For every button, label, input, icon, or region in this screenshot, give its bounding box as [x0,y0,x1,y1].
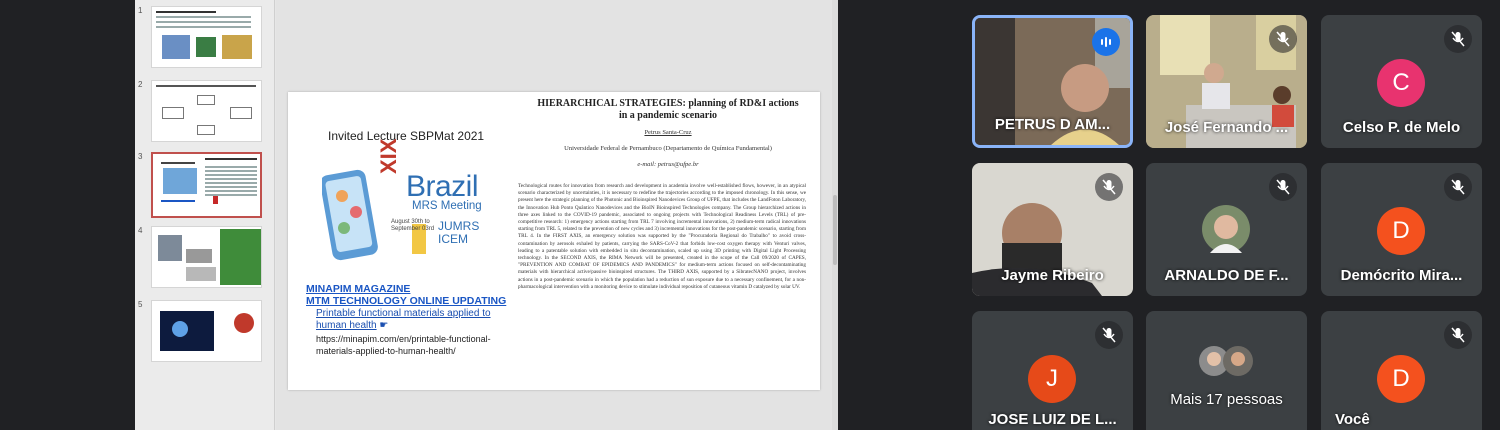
lecture-title: Invited Lecture SBPMat 2021 [328,129,485,143]
avatar: C [1377,59,1425,107]
pointing-hand-icon: ☛ [379,320,389,331]
participant-tile-jayme[interactable] [972,163,1133,296]
participant-name: ARNALDO DE F... [1164,267,1289,284]
mic-muted-icon [1444,173,1472,201]
mic-muted-icon [1095,321,1123,349]
technology-update-link[interactable]: MTM TECHNOLOGY ONLINE UPDATING [306,295,507,307]
participant-name: José Fernando ... [1164,119,1289,136]
participant-name: Você [1335,411,1370,428]
paper-abstract: Technological routes for innovation from research and development in academia involve well-established flows, however, in an atypical scenario characterized by uncertainties, it is necessary to redefine the trajectories according to the imposed chronology. In this sense, we present here the strategic planning of the Photonic and Bioinspired Nanodevices Group of UFPE, that includes the LandFoton Laboratory, the Innovation Hub Ponto Quântico Nanodevices and the BioIN Bioinspired Technologies company. The Group hierarchized actions in three axes linked to the COVID-19 pandemic, associated to ongoing projects with Technological Readiness Levels (TRL) of pre-competitive research: 1) emergency actions starting from TRL 7 involving incremental innovations, 2) medium-term radical innovations starting from TRL 5, related to the prevention of new cycles and 3) incremental innovations for the post-pandemic scenario, starting from TRL 4. In the FIRST AXIS, an emergency solution was supported by the "Procuradoria Regional do Trabalho" to avoid cross-contamination by aerosols exhaled by patients, carrying the SARS-CoV-2 that forbids low-cost oxygen therapy with Venturi valves, leading to a patentable solution with embedded in situ decontamination, scaled up using 3D printing with Digital Light Processing technology. In the SECOND AXIS, the RIMA Network will be presented, created in the scope of the Call 09/2020 of CAPES, "PREVENTION AND COMBAT OF EPIDEMICS AND PANDEMICS" for medium-term actions focused on self-decontaminating materials with hierarchical active/passive bioinspired structures. The THIRD AXIS, supported by a SibratecNANO project, involves actions in a post-pandemic scenario in which the population had a reduction of sun exposure due to a necessary confinement, for a non-pharmacological intervention with a monitoring device to stimulate individual reposition of cutaneous vitamin D catalyzed by solar UV. [518,183,806,290]
paper-affiliation: Universidade Federal de Pernambuco (Departamento de Química Fundamental) [564,145,772,152]
thumbnail-number: 4 [138,226,143,235]
participant-name: JOSE LUIZ DE L... [988,411,1117,428]
paper-author: Petrus Santa-Cruz [644,129,692,136]
thumbnail-number: 1 [138,6,143,15]
thumbnail-number: 5 [138,300,143,309]
participant-tile-jose-fernando[interactable] [1146,15,1307,148]
participant-tile-jose-luiz[interactable] [972,311,1133,430]
avatar [1202,205,1250,253]
logo-xix: XIX [376,138,401,174]
logo-mrs-meeting: MRS Meeting [412,200,482,212]
mic-muted-icon [1269,25,1297,53]
thumbnail-number: 2 [138,80,143,89]
logo-icem: ICEM [438,232,468,246]
slide-thumbnail-4[interactable] [151,226,262,288]
vertical-scrollbar[interactable] [832,0,838,430]
slide-thumbnail-5[interactable] [151,300,262,362]
slide-thumbnail-1[interactable] [151,6,262,68]
participant-name: Celso P. de Melo [1342,119,1461,136]
slide-thumbnail-panel[interactable] [135,0,275,430]
shared-screen [135,0,838,430]
participant-tile-democrito[interactable] [1321,163,1482,296]
avatar: J [1028,355,1076,403]
printable-text: Printable functional materials applied to human health [316,308,491,331]
participant-tile-arnaldo[interactable] [1146,163,1307,296]
logo-brazil: Brazil [406,170,479,203]
participant-tile-you[interactable] [1321,311,1482,430]
paper-title: HIERARCHICAL STRATEGIES: planning of RD&I actions in a pandemic scenario [537,98,799,121]
more-participants-label: Mais 17 pessoas [1170,391,1283,408]
participant-tile-petrus[interactable] [972,15,1133,148]
speaking-indicator-icon [1092,28,1120,56]
avatar: D [1377,207,1425,255]
slide-thumbnail-2[interactable] [151,80,262,142]
mic-muted-icon [1444,321,1472,349]
printable-materials-link[interactable] [316,308,516,332]
participant-name: PETRUS D AM... [994,116,1111,133]
participant-group-avatars [1198,345,1254,377]
participant-name: Jayme Ribeiro [1001,267,1104,284]
paper-email: e-mail: petrus@ufpe.br [637,161,699,168]
current-slide [288,92,820,390]
logo-jumrs-icem [438,220,479,246]
participant-tile-celso[interactable] [1321,15,1482,148]
logo-jumrs: JUMRS [438,219,480,233]
magazine-link[interactable]: MINAPIM MAGAZINE [306,283,411,295]
mic-muted-icon [1444,25,1472,53]
article-url: https://minapim.com/en/printable-functional-materials-applied-to-human-health/ [316,334,491,356]
logo-dates: August 30th to September 03rd [391,219,435,232]
more-participants-tile[interactable] [1146,311,1307,430]
mic-muted-icon [1095,173,1123,201]
scrollbar-thumb[interactable] [833,195,837,265]
avatar: D [1377,355,1425,403]
slide-thumbnail-3[interactable] [151,152,262,218]
mic-muted-icon [1269,173,1297,201]
participant-name: Demócrito Mira... [1340,267,1463,284]
thumbnail-number: 3 [138,152,143,161]
